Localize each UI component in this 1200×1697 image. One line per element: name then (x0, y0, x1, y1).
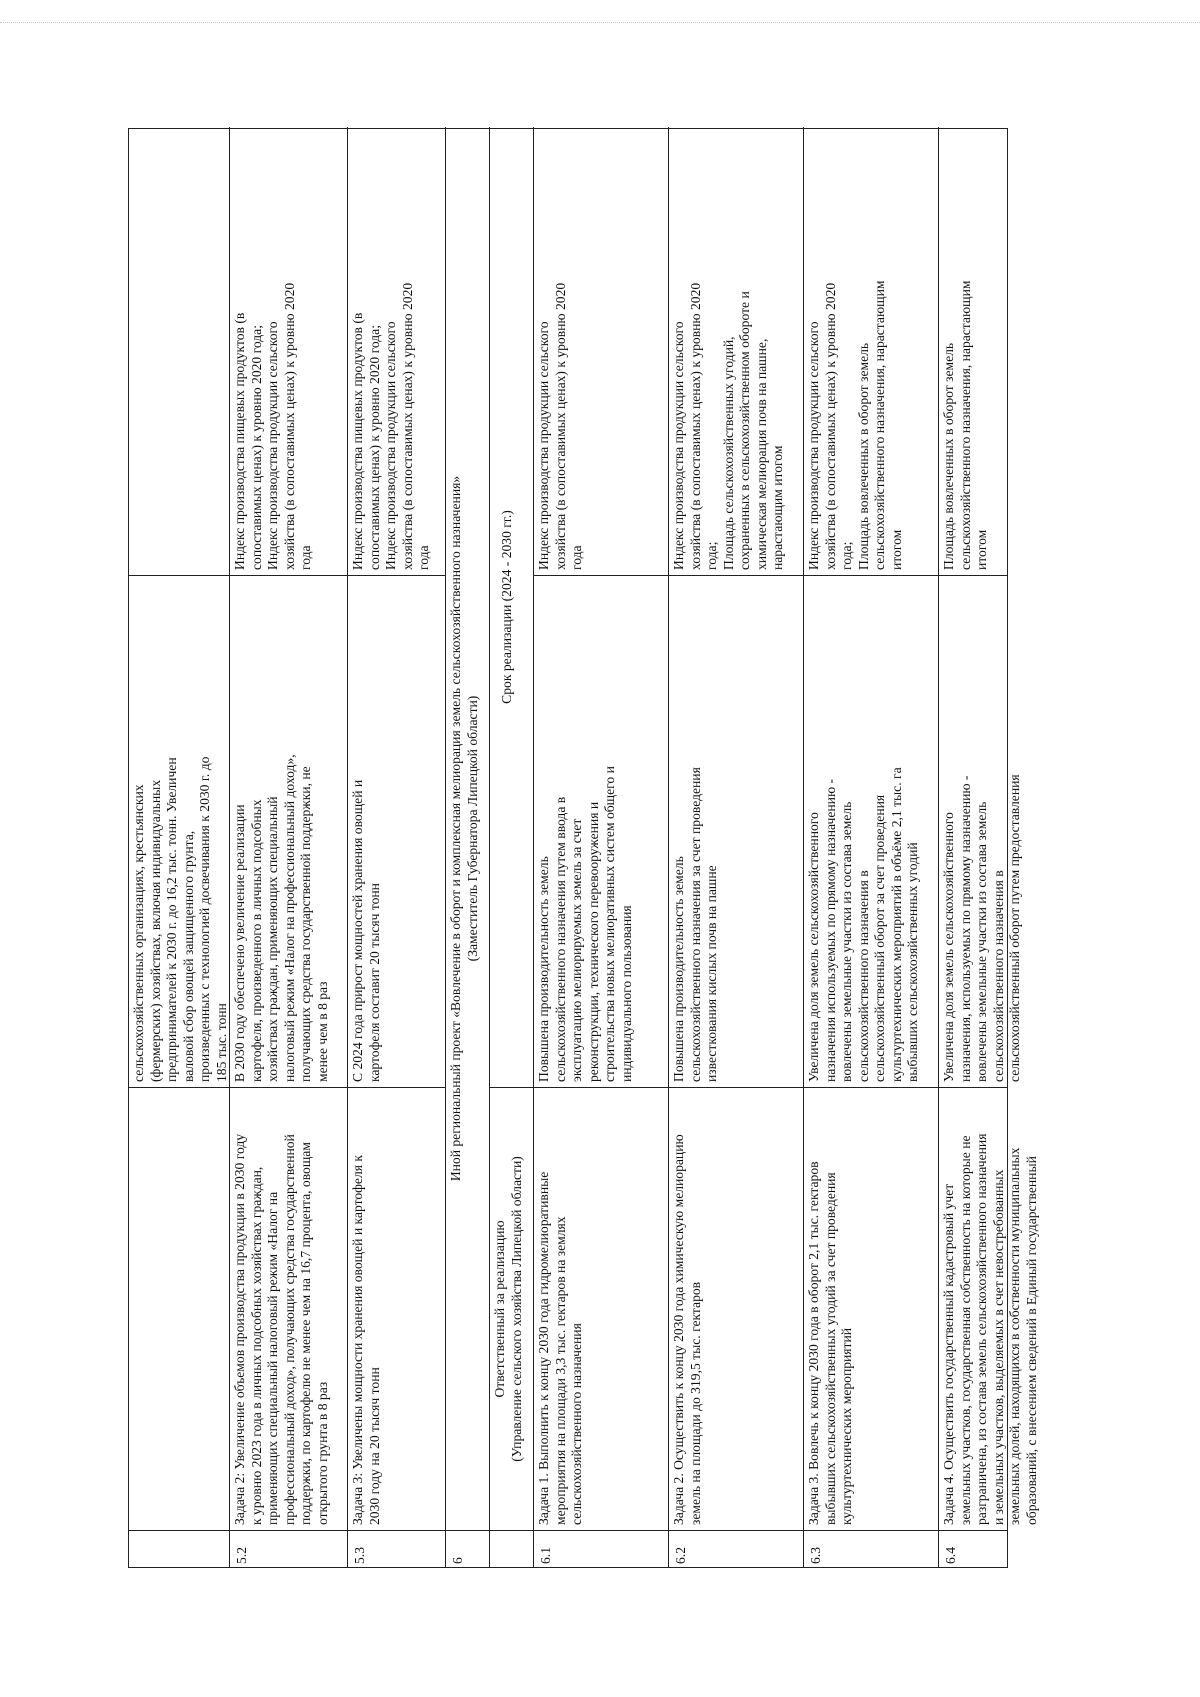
row-number: 6.1 (534, 1530, 668, 1567)
page-top-edge (0, 22, 1200, 23)
indicator-cell: Площадь вовлеченных в оборот земель сельскохозяйственного назначения, нарастающим итогом (941, 280, 989, 570)
task-cell: Задача 4. Осуществить государственный кадастровый учет земельных участков, государственная собственность на которые не разграничена, из состава земель сельскохозяйственного назначения и земельных участков, выделяемых в счет невостребованных земельных долей, находящихся в собственности муниципальных образований, с внесением сведений в Единый государственный (939, 1087, 1007, 1530)
result-cell: С 2024 года прирост мощностей хранения овощей и картофеля составит 20 тысяч тонн (348, 575, 445, 1087)
project-title-cell: Иной региональный проект «Вовлечение в оборот и комплексная мелиорация земель сельскохозяйственного назначения» (Заместитель Губернатора Липецкой области) (448, 475, 480, 1182)
indicator-cell: Индекс производства пищевых продуктов (в сопоставимых ценах) к уровню 2020 года; Индекс производства продукции сельского хозяйства (в сопоставимых ценах) к уровню 2020 года (350, 282, 431, 570)
table-row-5-3 (348, 127, 446, 1567)
result-cell: Повышена производительность земель сельскохозяйственного назначения путем ввода в эксплуатацию мелиорируемых земель за счет реконструкции, технического перевооружения и строительства новых мелиоративных систем общего и индивидуального пользования (534, 575, 668, 1087)
row-number-cell (490, 1530, 533, 1567)
indicator-cell: Индекс производства продукции сельского хозяйства (в сопоставимых ценах) к уровню 2020 года (536, 282, 584, 570)
table-row-6-3 (804, 127, 939, 1567)
result-cell: Увеличена доля земель сельскохозяйственного назначения, используемых по прямому назначению - вовлечены земельные участки из состава земель сельскохозяйственного назначения в сельскохозяйственный оборот путем предоставления (939, 575, 1007, 1087)
row-number: 6.3 (804, 1530, 938, 1567)
row-number: 5.3 (348, 1530, 445, 1567)
result-cell: сельскохозяйственных организациях, крестьянских (фермерских) хозяйствах, включая индивидуальных предпринимателей к 2030 г. до 16,2 тыс. тонн. Увеличен валовой сбор овощей защищенного грунта, произведенных с технологией досвечивания к 2030 г. до 185 тыс. тонн (129, 575, 229, 1087)
table-row-5-2 (230, 127, 348, 1567)
result-cell: Увеличена доля земель сельскохозяйственного назначения используемых по прямому назначению - вовлечены земельные участки из состава земель сельскохозяйственного назначения в сельскохозяйственный оборот за счет проведения культуртехнических мероприятий в объёме 2,1 тыс. га выбывших сельскохозяйственных угодий (804, 575, 938, 1087)
table-row-6-project-title (446, 127, 490, 1567)
task-cell: Задача 2: Увеличение объемов производства продукции в 2030 году к уровню 2023 года в личных подсобных хозяйствах граждан, применяющих специальный налоговый режим «Налог на профессиональный доход», получающих средства государственной поддержки, по картофелю не менее чем на 16,7 процента, овощам открытого грунта в 8 раз (230, 1087, 347, 1530)
table-row-continuation (129, 127, 230, 1567)
task-cell: Задача 3: Увеличены мощности хранения овощей и картофеля к 2030 году на 20 тысяч тонн (348, 1087, 445, 1530)
result-cell: В 2030 году обеспечено увеличение реализации картофеля, произведенного в личных подсобных хозяйствах граждан, применяющих специальный налоговый режим «Налог на профессиональный доход», получающих средства государственной поддержки, не менее чем в 8 раз (230, 575, 347, 1087)
table-row-6-1 (534, 127, 669, 1567)
task-cell: Задача 3. Вовлечь к концу 2030 года в оборот 2,1 тыс. гектаров выбывших сельскохозяйственных угодий за счет проведения культуртехнических мероприятий (804, 1087, 938, 1530)
table-row-responsible (490, 127, 534, 1567)
row-number: 5.2 (230, 1530, 347, 1567)
row-number: 6 (446, 1530, 489, 1567)
term-cell: Срок реализации (2024 - 2030 гг.) (499, 510, 514, 704)
indicator-cell: Индекс производства продукции сельского хозяйства (в сопоставимых ценах) к уровню 2020 года; Площадь сельскохозяйственных угодий, сохраненных в сельскохозяйственном обороте и химическая мелиорация почв на пашне, нарастающим итогом (671, 282, 785, 570)
table-row-6-4 (939, 127, 1039, 1567)
document-table (128, 128, 1039, 1568)
row-number: 6.4 (939, 1530, 1007, 1567)
indicator-cell (129, 127, 229, 575)
row-number-cell (129, 1530, 229, 1567)
table-row-6-2 (669, 127, 804, 1567)
row-number: 6.2 (669, 1530, 803, 1567)
task-cell: Задача 2. Осуществить к концу 2030 года химическую мелиорацию земель на площади до 319,5 тыс. гектаров (669, 1087, 803, 1530)
result-cell: Повышена производительность земель сельскохозяйственного назначения за счет проведения известкования кислых почв на пашне (669, 575, 803, 1087)
indicator-cell: Индекс производства пищевых продуктов (в сопоставимых ценах) к уровню 2020 года; Индекс производства продукции сельского хозяйства (в сопоставимых ценах) к уровню 2020 года (232, 282, 313, 570)
responsible-cell: Ответственный за реализацию (Управление сельского хозяйства Липецкой области) (490, 1087, 533, 1530)
indicator-cell: Индекс производства продукции сельского хозяйства (в сопоставимых ценах) к уровню 2020 года; Площадь вовлеченных в оборот земель сельскохозяйственного назначения, нарастающим итогом (806, 280, 904, 570)
task-cell (129, 1087, 229, 1530)
task-cell: Задача 1. Выполнить к концу 2030 года гидромелиоративные мероприятия на площади 3,3 тыс. гектаров на землях сельскохозяйственного назначения (534, 1087, 668, 1530)
